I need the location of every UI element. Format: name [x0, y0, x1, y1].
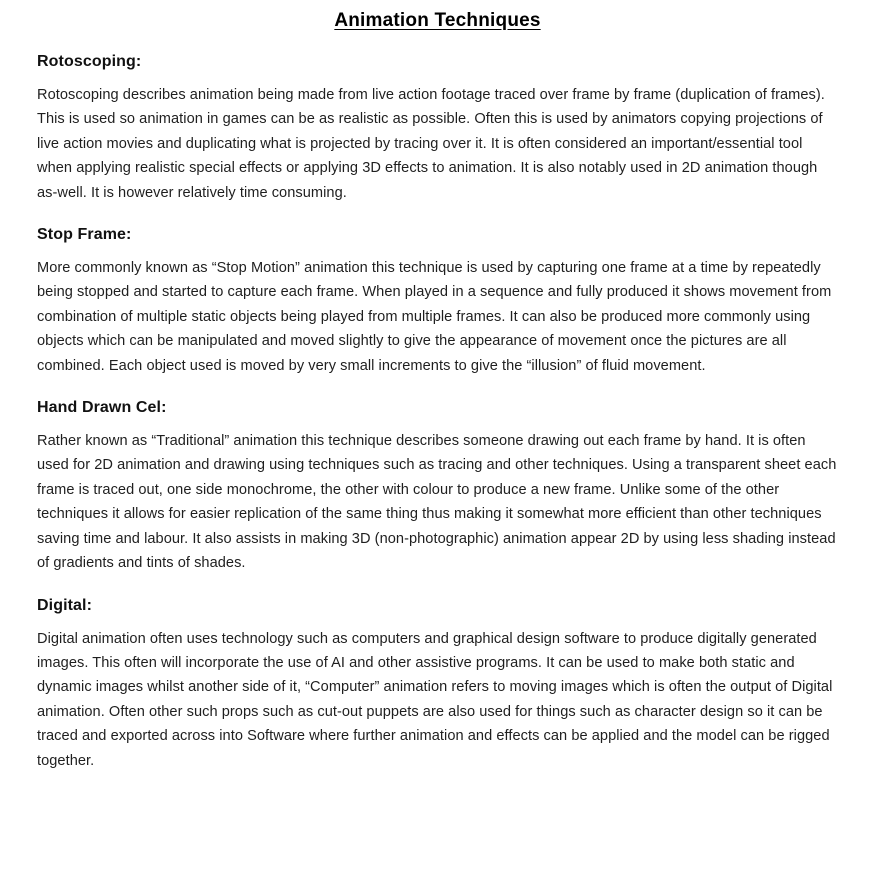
- document-section: [37, 399, 838, 575]
- section-paragraph: More commonly known as “Stop Motion” animation this technique is used by capturing one frame at a time by repeatedly being stopped and started to capture each frame. When played in a sequence and fully produced it shows movement from combination of multiple static objects being played from multiple frames. It can also be produced more commonly using objects which can be manipulated and moved slightly to give the appearance of movement once the pictures are all combined. Each object used is moved by very small increments to give the “illusion” of fluid movement.: [37, 260, 832, 374]
- section-heading: Hand Drawn Cel:: [37, 399, 167, 417]
- document-section: [37, 226, 838, 378]
- section-paragraph: Rotoscoping describes animation being made from live action footage traced over frame by frame (duplication of frames). This is used so animation in games can be as realistic as possible. Often this is used by animators copying projections of live action movies and duplicating what is projected by tracing over it. It is often considered an important/essential tool when applying realistic special effects or applying 3D effects to animation. It is also notably used in 2D animation though as-well. It is however relatively time consuming.: [37, 87, 825, 201]
- section-paragraph: Digital animation often uses technology such as computers and graphical design software to produce digitally generated images. This often will incorporate the use of AI and other assistive programs. It can be used to make both static and dynamic images whilst another side of it, “Computer” animation refers to moving images which is often the output of Digital animation. Often other such props such as cut-out puppets are also used for things such as character design so it can be traced and exported across into Software where further animation and effects can be applied and the model can be rigged together.: [37, 630, 833, 769]
- document-section: [37, 53, 838, 205]
- section-paragraph: Rather known as “Traditional” animation this technique describes someone drawing out each frame by hand. It is often used for 2D animation and drawing using techniques such as tracing and other techniques. Using a transparent sheet each frame is traced out, one side monochrome, the other with colour to produce a new frame. Unlike some of the other techniques it allows for easier replication of the same thing thus making it somewhat more efficient than other techniques saving time and labour. It also assists in making 3D (non-photographic) animation appear 2D by using less shading instead of gradients and tints of shades.: [37, 433, 837, 572]
- section-heading: Rotoscoping:: [37, 53, 142, 70]
- section-heading: Digital:: [37, 596, 93, 614]
- document-section: [37, 597, 838, 773]
- sections-container: [37, 53, 838, 773]
- section-heading: Stop Frame:: [37, 226, 132, 244]
- page-title: Animation Techniques: [334, 10, 541, 31]
